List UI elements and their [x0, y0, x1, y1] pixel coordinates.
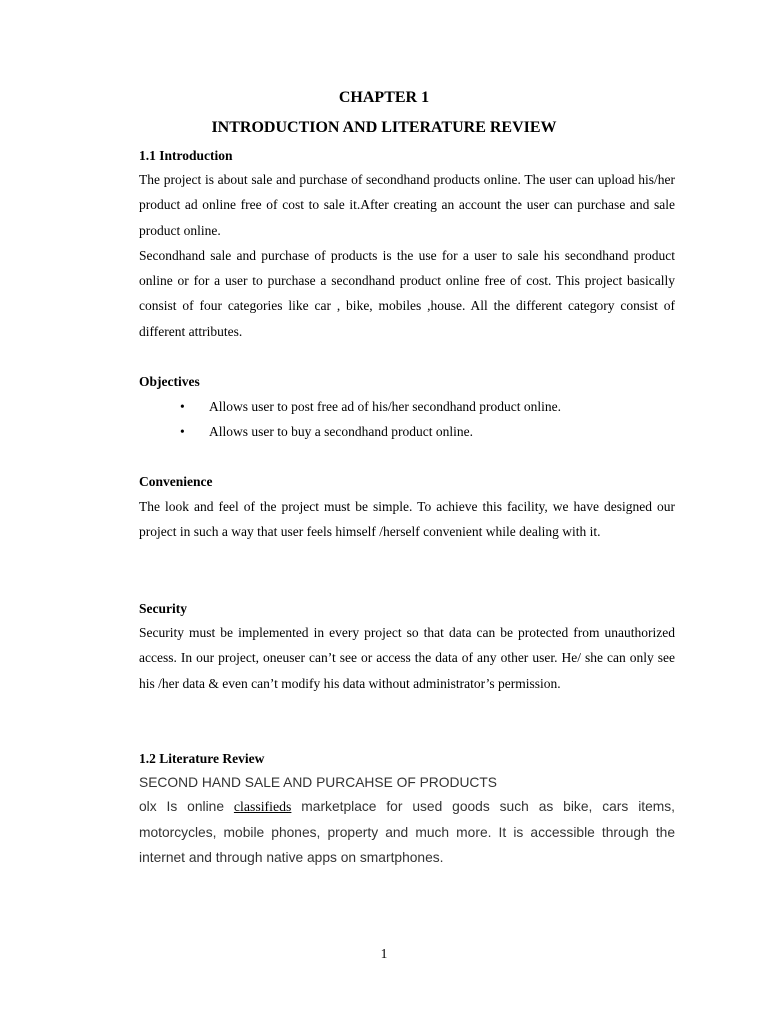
list-item [180, 419, 675, 444]
literature-text-end: marketplace for used goods such as bike, cars items, motorcycles, mobile phones, property and much more. It is accessible through the internet and through native apps on smartphones. [139, 799, 675, 865]
security-paragraph: Security must be implemented in every project so that data can be protected from unauthorized access. In our project, oneuser can’t see or access the data of any other user. He/ she can only see his /her data & even can’t modify his data without administrator’s permission. [139, 625, 675, 691]
intro-paragraph-1: The project is about sale and purchase of secondhand products online. The user can upload his/her product ad online free of cost to sale it.After creating an account the user can purchase and sale product online. [139, 172, 675, 238]
objectives-heading: Objectives [139, 374, 200, 389]
classifieds-link[interactable]: classifieds [233, 799, 292, 814]
chapter-title: INTRODUCTION AND LITERATURE REVIEW [211, 119, 557, 136]
literature-heading: 1.2 Literature Review [139, 751, 265, 766]
intro-heading: 1.1 Introduction [139, 148, 233, 163]
literature-text-start: olx Is online [139, 799, 234, 814]
literature-section [139, 772, 675, 871]
literature-paragraph [139, 794, 675, 871]
bullet-icon: • [180, 424, 185, 439]
convenience-heading: Convenience [139, 474, 213, 489]
security-heading: Security [139, 601, 187, 616]
intro-section [139, 167, 675, 344]
bullet-icon: • [180, 399, 185, 414]
convenience-section [139, 494, 675, 545]
page-number: 1 [380, 946, 388, 961]
convenience-paragraph: The look and feel of the project must be simple. To achieve this facility, we have designed our project in such a way that user feels himself /herself convenient while dealing with it. [139, 499, 675, 540]
objective-text: Allows user to post free ad of his/her secondhand product online. [209, 399, 562, 414]
intro-paragraph-2: Secondhand sale and purchase of products is the use for a user to sale his secondhand product online or for a user to purchase a secondhand product online free of cost. This project basically consist of four categories like car , bike, mobiles ,house. All the different category consist of different attributes. [139, 247, 675, 339]
objectives-list [180, 394, 675, 444]
chapter-label: CHAPTER 1 [338, 89, 430, 106]
objective-text: Allows user to buy a secondhand product online. [209, 424, 473, 439]
list-item [180, 394, 675, 419]
literature-subtitle: SECOND HAND SALE AND PURCAHSE OF PRODUCTS [139, 775, 498, 790]
security-section [139, 620, 675, 696]
